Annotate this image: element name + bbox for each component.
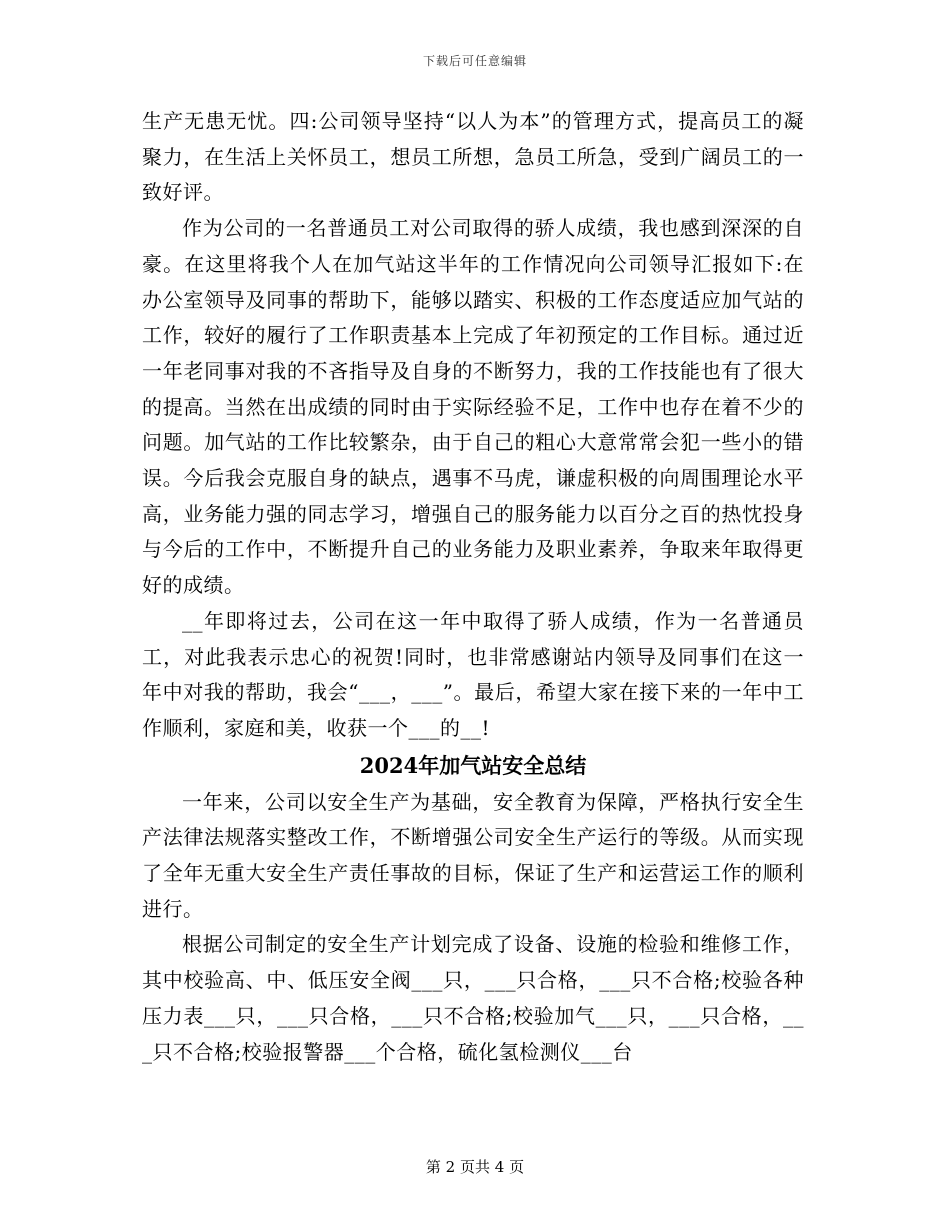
paragraph-1: 生产无患无忧。四:公司领导坚持“以人为本”的管理方式，提高员工的凝聚力，在生活上关怀员工，想员工所想，急员工所急，受到广阔员工的一致好评。 <box>142 109 804 205</box>
paragraph-4: 一年来，公司以安全生产为基础，安全教育为保障，严格执行安全生产法律法规落实整改工作，不断增强公司安全生产运行的等级。从而实现了全年无重大安全生产责任事故的目标，保证了生产和运营运工作的顺利进行。 <box>142 789 804 921</box>
paragraph-2: 作为公司的一名普通员工对公司取得的骄人成绩，我也感到深深的自豪。在这里将我个人在加气站这半年的工作情况向公司领导汇报如下:在办公室领导及同事的帮助下，能够以踏实、积极的工作态度适应加气站的工作，较好的履行了工作职责基本上完成了年初预定的工作目标。通过近一年老同事对我的不吝指导及自身的不断努力，我的工作技能也有了很大的提高。当然在出成绩的同时由于实际经验不足，工作中也存在着不少的问题。加气站的工作比较繁杂，由于自己的粗心大意常常会犯一些小的错误。今后我会克服自身的缺点，遇事不马虎，谦虚积极的向周围理论水平高，业务能力强的同志学习，增强自己的服务能力以百分之百的热忱投身与今后的工作中，不断提升自己的业务能力及职业素养，争取来年取得更好的成绩。 <box>142 216 804 598</box>
page-footer: 第 2 页共 4 页 <box>425 1158 525 1176</box>
document-body <box>142 104 804 1070</box>
paragraph-3: __年即将过去，公司在这一年中取得了骄人成绩，作为一名普通员工，对此我表示忠心的祝贺!同时，也非常感谢站内领导及同事们在这一年中对我的帮助，我会“___，___”。最后，希望大家在接下来的一年中工作顺利，家庭和美，收获一个___的__! <box>142 608 804 740</box>
section-heading: 2024年加气站安全总结 <box>359 752 587 778</box>
page-header: 下载后可任意编辑 <box>422 54 527 68</box>
paragraph-5: 根据公司制定的安全生产计划完成了设备、设施的检验和维修工作，其中校验高、中、低压安全阀___只，___只合格，___只不合格;校验各种压力表___只，___只合格，___只不合格;校验加气___只，___只合格，___只不合格;校验报警器___个合格，硫化氢检测仪___台 <box>142 932 804 1064</box>
